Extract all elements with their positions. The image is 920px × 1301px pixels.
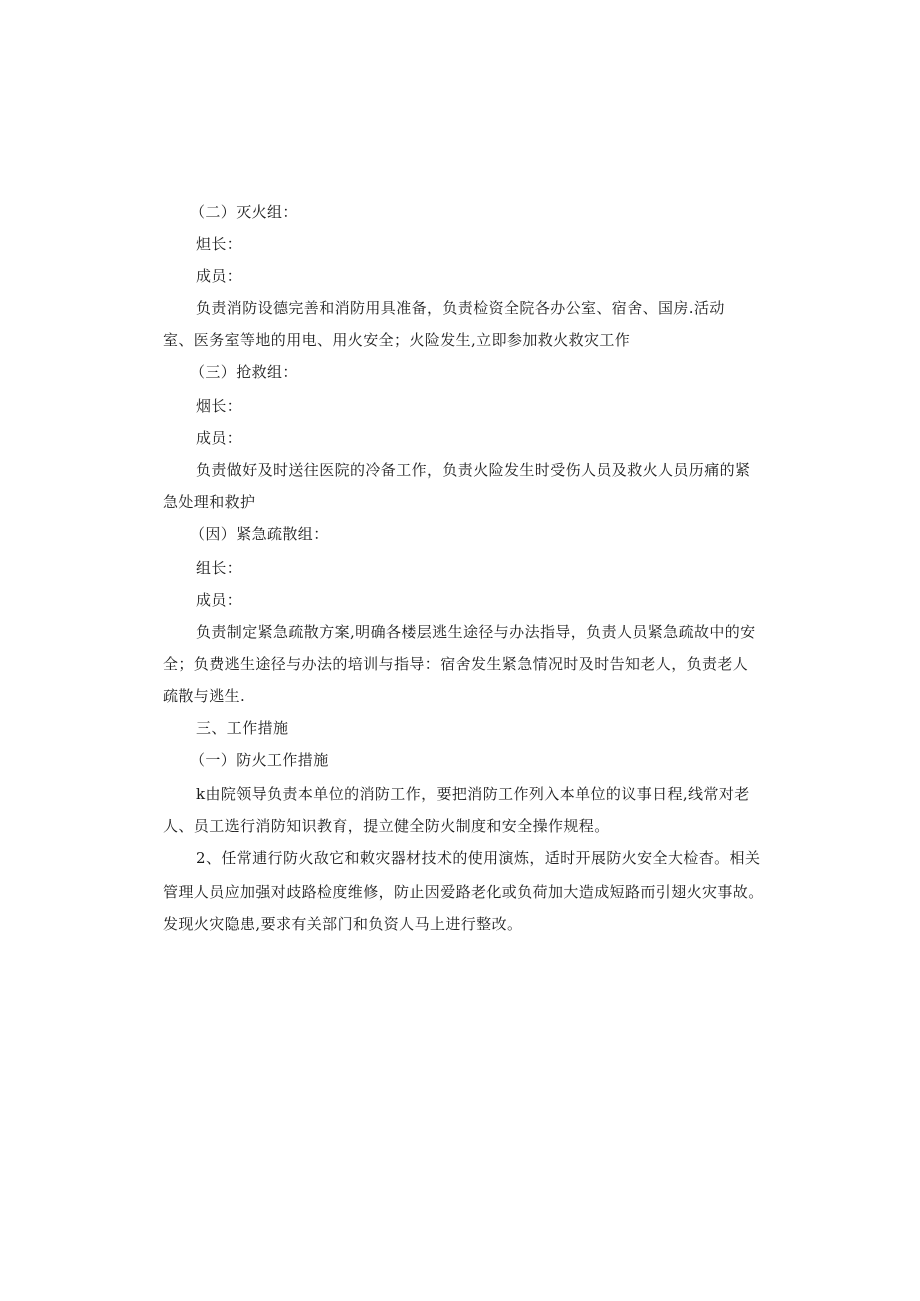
paragraph-line: 发现火灾隐患,要求有关部门和负资人马上进行整改。 [163, 915, 523, 933]
paragraph-line: 负责消防设德完善和消防用具准备，负责检资全院各办公室、宿舍、国房.活动 [196, 299, 725, 317]
members-label: 成员： [196, 591, 243, 609]
paragraph-line: 全；负费逃生途径与办法的培训与指导：宿舍发生紧急情况时及时告知老人，负责老人 [163, 655, 749, 673]
paragraph-line: 负责做好及时送往医院的冷备工作，负责火险发生时受伤人员及救火人员历痛的紧 [196, 461, 751, 479]
members-label: 成员： [196, 267, 243, 285]
subheading-fire-prevention: （一）防火工作措施 [190, 751, 329, 769]
section-heading-fire-extinguish: （二）灭火组： [190, 203, 298, 221]
members-label: 成员： [196, 429, 243, 447]
paragraph-line: k由院领导负责本单位的消防工作，要把消防工作列入本单位的议事日程,线常对老 [196, 785, 750, 803]
section-heading-measures: 三、工作措施 [196, 719, 289, 737]
paragraph-line: 人、员工选行消防知识教育，提立健全防火制度和安全操作规程。 [163, 817, 610, 835]
leader-label: 组长： [196, 559, 243, 577]
paragraph-line: 负责制定紧急疏散方案,明确各楼层逃生途径与办法指导，负责人员紧急疏故中的安 [196, 623, 756, 641]
leader-label: 炟长： [196, 235, 243, 253]
paragraph-line: 急处理和救护 [163, 493, 256, 511]
paragraph-line: 管理人员应加强对歧路检度维修，防止因爱路老化或负荷加大造成短路而引翅火灾事故。 [163, 883, 764, 901]
leader-label: 烟长： [196, 397, 243, 415]
paragraph-line: 室、医务室等地的用电、用火安全；火险发生,立即参加救火救灾工作 [163, 331, 631, 349]
paragraph-line: 疏散与逃生. [163, 687, 246, 705]
paragraph-line: 2、任常逋行防火敌它和敕灾器材技术的使用演炼，适时开展防火安全大检杳。相关 [196, 849, 761, 867]
section-heading-evacuation: （因）紧急疏散组： [190, 525, 329, 543]
section-heading-rescue: （三）抢救组： [190, 363, 298, 381]
